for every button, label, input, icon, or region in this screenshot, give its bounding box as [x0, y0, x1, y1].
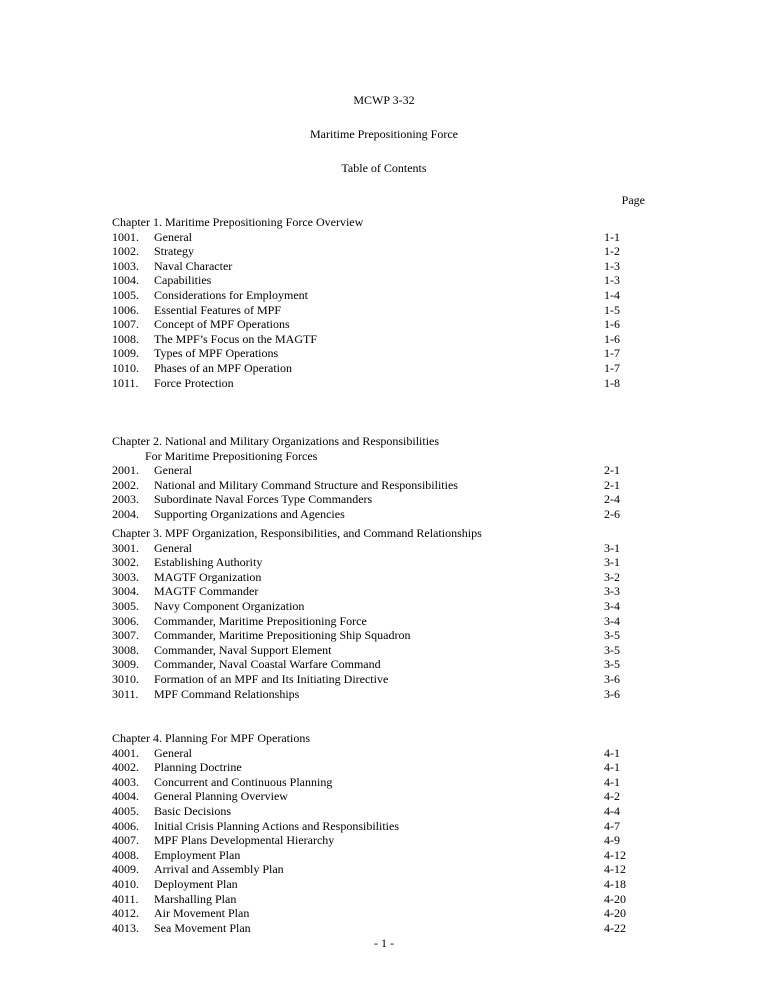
- toc-entry-page: 4-12: [604, 847, 626, 862]
- toc-entry-number: 3008.: [112, 642, 139, 657]
- toc-entry-number: 4004.: [112, 789, 139, 804]
- toc-entry[interactable]: [112, 628, 652, 643]
- toc-entry-number: 3010.: [112, 671, 139, 686]
- toc-entry-title: Establishing Authority: [154, 555, 263, 570]
- toc-entry-page: 2-1: [604, 463, 620, 478]
- toc-entry-number: 2001.: [112, 463, 139, 478]
- toc-entry-title: Capabilities: [154, 273, 212, 288]
- toc-entry-number: 3002.: [112, 555, 139, 570]
- toc-entry-number: 4013.: [112, 920, 139, 935]
- toc-entry[interactable]: [112, 541, 652, 556]
- toc-entry-number: 3003.: [112, 569, 139, 584]
- toc-entry-page: 3-5: [604, 657, 620, 672]
- toc-entry-page: 4-7: [604, 818, 620, 833]
- toc-entry-page: 4-20: [604, 906, 626, 921]
- toc-entry-page: 2-4: [604, 492, 620, 507]
- toc-entry[interactable]: [112, 614, 652, 629]
- toc-entry-title: Commander, Maritime Prepositioning Ship Squadron: [154, 628, 411, 643]
- toc-entry-number: 4008.: [112, 847, 139, 862]
- page-number-footer: - 1 -: [374, 936, 394, 950]
- toc-entry[interactable]: [112, 376, 652, 391]
- toc-entry-title: Supporting Organizations and Agencies: [154, 506, 345, 521]
- toc-entry[interactable]: [112, 332, 652, 347]
- toc-entry[interactable]: [112, 833, 652, 848]
- toc-entry-page: 4-1: [604, 774, 620, 789]
- toc-entry-title: Employment Plan: [154, 847, 241, 862]
- chapter-heading: Chapter 2. National and Military Organizations and Responsibilities: [112, 434, 440, 448]
- toc-entry-title: Formation of an MPF and Its Initiating Directive: [154, 671, 389, 686]
- toc-entry-number: 1004.: [112, 273, 139, 288]
- toc-entry-page: 4-22: [604, 920, 626, 935]
- toc-entry-number: 1008.: [112, 331, 139, 346]
- toc-entry-title: Concurrent and Continuous Planning: [154, 774, 333, 789]
- toc-entry-title: Essential Features of MPF: [154, 302, 281, 317]
- toc-entry-number: 1002.: [112, 244, 139, 259]
- toc-entry-title: Considerations for Employment: [154, 287, 308, 302]
- toc-entry[interactable]: [112, 848, 652, 863]
- document-id: MCWP 3-32: [353, 93, 415, 107]
- toc-entry-page: 2-6: [604, 506, 620, 521]
- toc-entry-title: General: [154, 229, 192, 244]
- toc-entry-number: 3005.: [112, 598, 139, 613]
- toc-entry-title: Types of MPF Operations: [154, 346, 279, 361]
- toc-entry-title: General: [154, 540, 192, 555]
- toc-entry-number: 3001.: [112, 540, 139, 555]
- toc-entry-title: Commander, Naval Support Element: [154, 642, 332, 657]
- toc-entry[interactable]: [112, 507, 652, 522]
- toc-entry-number: 4006.: [112, 818, 139, 833]
- toc-entry-number: 1010.: [112, 360, 139, 375]
- toc-entry-number: 1011.: [112, 375, 139, 390]
- toc-entry-page: 3-1: [604, 540, 620, 555]
- toc-entry-title: Deployment Plan: [154, 876, 238, 891]
- toc-entry-number: 4012.: [112, 906, 139, 921]
- toc-entry-page: 3-1: [604, 555, 620, 570]
- toc-entry[interactable]: [112, 230, 652, 245]
- toc-entry[interactable]: [112, 760, 652, 775]
- toc-entry[interactable]: [112, 259, 652, 274]
- toc-entry-title: General Planning Overview: [154, 789, 288, 804]
- toc-entry-page: 4-1: [604, 760, 620, 775]
- chapter-section: [112, 215, 652, 390]
- toc-entry-number: 3007.: [112, 628, 139, 643]
- toc-entry-title: Sea Movement Plan: [154, 920, 251, 935]
- chapter-heading: Chapter 1. Maritime Prepositioning Force Overview: [112, 215, 364, 229]
- toc-entry-page: 1-6: [604, 317, 620, 332]
- toc-entry-page: 1-5: [604, 302, 620, 317]
- chapter-section: [112, 526, 652, 701]
- toc-entry-title: Marshalling Plan: [154, 891, 237, 906]
- toc-entry[interactable]: [112, 303, 652, 318]
- toc-entry-page: 3-2: [604, 569, 620, 584]
- toc-entry-title: Commander, Naval Coastal Warfare Command: [154, 657, 381, 672]
- toc-entry-title: MAGTF Organization: [154, 569, 262, 584]
- toc-entry-title: Strategy: [154, 244, 194, 259]
- toc-entry[interactable]: [112, 877, 652, 892]
- toc-entry-number: 2004.: [112, 506, 139, 521]
- toc-entry-title: Arrival and Assembly Plan: [154, 862, 284, 877]
- toc-entry-page: 3-4: [604, 598, 620, 613]
- toc-entry[interactable]: [112, 273, 652, 288]
- toc-entry-title: Force Protection: [154, 375, 234, 390]
- toc-entry-number: 1001.: [112, 229, 139, 244]
- toc-entry-number: 3011.: [112, 686, 139, 701]
- toc-entry-page: 1-7: [604, 346, 620, 361]
- toc-entry-page: 3-4: [604, 613, 620, 628]
- toc-entry-page: 3-5: [604, 628, 620, 643]
- toc-entry-page: 4-20: [604, 891, 626, 906]
- toc-entry[interactable]: [112, 361, 652, 376]
- toc-entry-page: 4-4: [604, 803, 620, 818]
- toc-entry-page: 1-2: [604, 244, 620, 259]
- toc-entry-number: 4011.: [112, 891, 139, 906]
- toc-entry-page: 4-1: [604, 745, 620, 760]
- toc-entry[interactable]: [112, 492, 652, 507]
- chapter-heading: Chapter 4. Planning For MPF Operations: [112, 731, 310, 745]
- toc-entry-title: Air Movement Plan: [154, 906, 250, 921]
- document-title: Maritime Prepositioning Force: [310, 127, 458, 141]
- toc-entry-number: 4007.: [112, 833, 139, 848]
- toc-entry-title: Basic Decisions: [154, 803, 231, 818]
- toc-entry[interactable]: [112, 317, 652, 332]
- toc-entry[interactable]: [112, 746, 652, 761]
- toc-entry-title: National and Military Command Structure and Responsibilities: [154, 477, 458, 492]
- toc-entry[interactable]: [112, 463, 652, 478]
- chapter-heading: For Maritime Prepositioning Forces: [145, 448, 318, 463]
- toc-entry-number: 3006.: [112, 613, 139, 628]
- toc-entry-number: 3009.: [112, 657, 139, 672]
- toc-entry-number: 4002.: [112, 760, 139, 775]
- toc-entry-page: 1-3: [604, 273, 620, 288]
- toc-entry-page: 1-7: [604, 360, 620, 375]
- toc-entry[interactable]: [112, 346, 652, 361]
- toc-entry-number: 2003.: [112, 492, 139, 507]
- toc-entry-title: General: [154, 463, 192, 478]
- toc-entry[interactable]: [112, 599, 652, 614]
- toc-entry-title: General: [154, 745, 192, 760]
- toc-entry-title: Phases of an MPF Operation: [154, 360, 292, 375]
- toc-entry[interactable]: [112, 672, 652, 687]
- toc-entry[interactable]: [112, 555, 652, 570]
- toc-entry-page: 4-9: [604, 833, 620, 848]
- toc-entry-number: 1003.: [112, 258, 139, 273]
- page-column-header: Page: [621, 193, 645, 207]
- toc-entry-title: Navy Component Organization: [154, 598, 305, 613]
- toc-entry[interactable]: [112, 819, 652, 834]
- toc-entry-number: 1006.: [112, 302, 139, 317]
- toc-entry-page: 1-1: [604, 229, 620, 244]
- chapter-section: [112, 731, 652, 935]
- toc-entry-number: 4009.: [112, 862, 139, 877]
- toc-entry-number: 4001.: [112, 745, 139, 760]
- toc-entry-page: 4-12: [604, 862, 626, 877]
- toc-entry-number: 1005.: [112, 287, 139, 302]
- toc-entry-page: 3-6: [604, 671, 620, 686]
- toc-entry-number: 4003.: [112, 774, 139, 789]
- toc-entry-page: 1-6: [604, 331, 620, 346]
- toc-entry-page: 1-4: [604, 287, 620, 302]
- toc-entry[interactable]: [112, 892, 652, 907]
- toc-entry-title: MPF Command Relationships: [154, 686, 300, 701]
- chapter-heading: Chapter 3. MPF Organization, Responsibilities, and Command Relationships: [112, 526, 482, 540]
- toc-entry-number: 3004.: [112, 584, 139, 599]
- toc-entry-page: 1-3: [604, 258, 620, 273]
- toc-entry[interactable]: [112, 657, 652, 672]
- toc-entry-number: 2002.: [112, 477, 139, 492]
- toc-entry-page: 3-6: [604, 686, 620, 701]
- toc-entry-page: 3-3: [604, 584, 620, 599]
- toc-entry-title: Initial Crisis Planning Actions and Responsibilities: [154, 818, 399, 833]
- toc-entry[interactable]: [112, 584, 652, 599]
- toc-entry-title: Planning Doctrine: [154, 760, 242, 775]
- toc-entry-title: Commander, Maritime Prepositioning Force: [154, 613, 367, 628]
- toc-entry-page: 3-5: [604, 642, 620, 657]
- toc-title: Table of Contents: [341, 161, 427, 175]
- toc-entry[interactable]: [112, 288, 652, 303]
- toc-entry-title: MPF Plans Developmental Hierarchy: [154, 833, 335, 848]
- toc-entry[interactable]: [112, 570, 652, 585]
- toc-entry[interactable]: [112, 921, 652, 936]
- toc-entry[interactable]: [112, 244, 652, 259]
- toc-entry[interactable]: [112, 789, 652, 804]
- toc-entry-number: 1007.: [112, 317, 139, 332]
- toc-entry-page: 4-18: [604, 876, 626, 891]
- toc-entry-title: The MPF’s Focus on the MAGTF: [154, 331, 318, 346]
- toc-entry[interactable]: [112, 804, 652, 819]
- toc-entry[interactable]: [112, 906, 652, 921]
- toc-entry[interactable]: [112, 478, 652, 493]
- toc-entry-title: MAGTF Commander: [154, 584, 259, 599]
- toc-entry[interactable]: [112, 643, 652, 658]
- toc-entry-page: 4-2: [604, 789, 620, 804]
- toc-entry-title: Subordinate Naval Forces Type Commanders: [154, 492, 373, 507]
- toc-entry-page: 2-1: [604, 477, 620, 492]
- toc-entry-number: 4010.: [112, 876, 139, 891]
- toc-entry-number: 1009.: [112, 346, 139, 361]
- toc-entry[interactable]: [112, 687, 652, 702]
- chapter-section: [112, 434, 652, 522]
- toc-entry-title: Concept of MPF Operations: [154, 317, 290, 332]
- toc-entry-title: Naval Character: [154, 258, 233, 273]
- toc-entry-page: 1-8: [604, 375, 620, 390]
- toc-entry-number: 4005.: [112, 803, 139, 818]
- toc-entry[interactable]: [112, 862, 652, 877]
- toc-entry[interactable]: [112, 775, 652, 790]
